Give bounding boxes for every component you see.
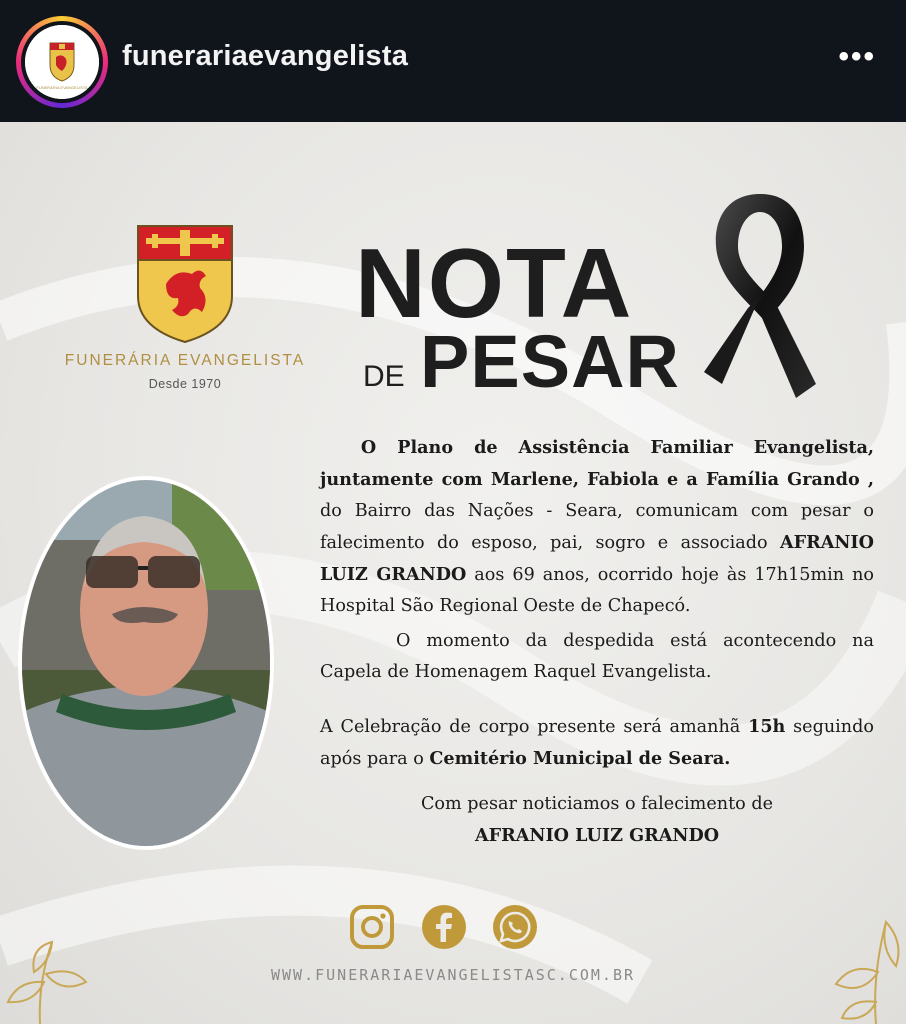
ceremony-paragraph <box>320 711 874 775</box>
post-header <box>0 0 906 122</box>
intro-bold: O Plano de Assistência Familiar Evangelista, juntamente com Marlene, Fabiola e a Família Grando , <box>320 437 874 490</box>
website-url[interactable]: WWW.FUNERARIAEVANGELISTASC.COM.BR <box>270 966 635 984</box>
svg-text:FUNERÁRIA EVANGELISTA: FUNERÁRIA EVANGELISTA <box>36 85 88 90</box>
title-pesar: PESAR <box>420 320 680 403</box>
paragraph3-text-b: seguindo após para o <box>320 717 874 769</box>
portrait-image <box>22 480 270 846</box>
closing-block <box>320 789 874 851</box>
facebook-icon[interactable] <box>421 904 467 950</box>
announcement-paragraph <box>320 432 874 622</box>
decorative-leaf-icon <box>0 922 110 1024</box>
brand-shield-icon <box>136 224 234 344</box>
closing-line: Com pesar noticiamos o falecimento de <box>420 794 774 814</box>
post-image <box>0 122 906 1024</box>
whatsapp-icon[interactable] <box>492 904 538 950</box>
paragraph1-text-b: aos 69 anos, ocorrido hoje às 17h15min no Hospital São Regional Oeste de Chapecó. <box>320 565 875 616</box>
cemetery-name: Cemitério Municipal de Seara. <box>429 748 731 769</box>
instagram-icon[interactable] <box>349 904 395 950</box>
profile-avatar[interactable] <box>16 16 108 108</box>
closing-name: AFRANIO LUIZ GRANDO <box>474 825 720 846</box>
title-de: DE <box>363 360 405 393</box>
username[interactable]: funerariaevangelista <box>122 40 409 72</box>
more-dots-icon[interactable]: ••• <box>838 40 876 73</box>
mourning-ribbon-icon <box>700 188 820 403</box>
brand-name: FUNERÁRIA EVANGELISTA <box>64 352 306 369</box>
paragraph1-text-a: do Bairro das Nações - Seara, comunicam com pesar o falecimento do esposo, pai, sogro e associado <box>320 501 874 553</box>
brand-since: Desde 1970 <box>148 377 222 391</box>
ceremony-time: 15h <box>748 716 786 737</box>
deceased-name: AFRANIO LUIZ GRANDO <box>320 532 874 585</box>
decorative-leaf-icon <box>806 912 906 1024</box>
title-nota: NOTA <box>355 228 634 338</box>
funeraria-logo-icon <box>25 25 99 99</box>
paragraph3-text-a: A Celebração de corpo presente será amanhã <box>320 717 749 737</box>
farewell-paragraph: O momento da despedida está acontecendo na Capela de Homenagem Raquel Evangelista. <box>320 631 874 682</box>
deceased-photo <box>18 476 274 850</box>
